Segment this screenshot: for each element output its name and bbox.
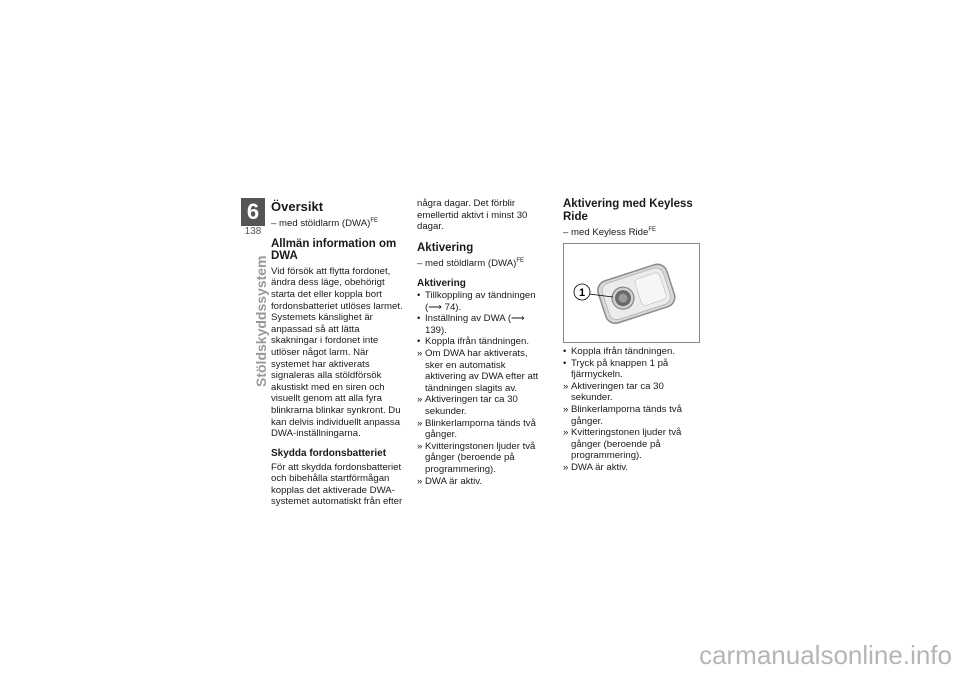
chapter-number: 6 bbox=[241, 198, 265, 226]
watermark: carmanualsonline.info bbox=[699, 640, 952, 670]
key-fob-figure bbox=[563, 243, 700, 343]
general-info-heading: Allmän information om DWA bbox=[271, 237, 397, 263]
activation-heading: Aktivering bbox=[417, 241, 474, 254]
list-item bbox=[563, 404, 699, 427]
list-marker: » bbox=[563, 461, 569, 473]
list-marker: • bbox=[417, 313, 421, 325]
section-title: Översikt bbox=[271, 199, 324, 214]
keyless-heading: Aktivering med Keyless Ride bbox=[563, 198, 693, 223]
battery-heading: Skydda fordonsbatteriet bbox=[271, 447, 387, 459]
list-item-text: Aktiveringen tar ca 30 sekunder. bbox=[425, 394, 518, 417]
list-item bbox=[563, 346, 699, 358]
list-item bbox=[417, 336, 547, 348]
list-item-text: Koppla ifrån tändningen. bbox=[425, 336, 530, 348]
equipment-note-text: – med stöldlarm (DWA) bbox=[271, 218, 371, 230]
list-item-text: DWA är aktiv. bbox=[425, 475, 483, 487]
equipment-note-text: – med stöldlarm (DWA) bbox=[417, 258, 517, 270]
list-item-text: Blinkerlamporna tänds två gånger. bbox=[571, 403, 682, 427]
equipment-note-sup: FE bbox=[516, 258, 525, 265]
list-item bbox=[563, 358, 699, 381]
general-info-paragraph: Vid försök att flytta fordonet, ändra dess läge, obehörigt starta det eller koppla bort fordonsbatteriet utlöses larmet. Systemets känslighet är anpassad så att lätta skakningar i fordonet inte utlöser något larm. När systemet har aktiverats signaleras alla stöldförsök akustiskt med en siren och visuellt genom att alla fyra blinkrarna blinkar synkront. Du kan delvis individuellt anpassa DWA-inställningarna. bbox=[271, 265, 403, 440]
battery-paragraph-cont: några dagar. Det förblir emellertid aktivt i minst 30 dagar. bbox=[417, 198, 528, 233]
list-item bbox=[563, 462, 699, 474]
equipment-note bbox=[563, 225, 699, 239]
list-marker: » bbox=[417, 440, 423, 452]
list-item-text: Kvitteringstonen ljuder två gånger (beroende på programmering). bbox=[571, 427, 682, 462]
equipment-note-sup: FE bbox=[370, 218, 379, 224]
list-item-text: Aktiveringen tar ca 30 sekunder. bbox=[571, 380, 664, 404]
list-marker: » bbox=[563, 380, 569, 392]
list-marker: • bbox=[417, 290, 421, 302]
list-item-text: Tillkoppling av tändningen (⟶ 74). bbox=[425, 290, 536, 313]
keyless-steps bbox=[563, 346, 699, 474]
column-1 bbox=[271, 200, 405, 508]
side-chapter-title-text: Stöldskyddssystem bbox=[253, 255, 269, 387]
battery-paragraph: För att skydda fordonsbatteriet och bibehålla startförmågan kopplas det aktiverade DWA-systemet automatiskt från efter bbox=[271, 461, 403, 508]
list-item bbox=[417, 290, 547, 313]
list-marker: » bbox=[417, 348, 423, 360]
equipment-note-text: – med Keyless Ride bbox=[563, 227, 649, 239]
list-marker: » bbox=[563, 427, 569, 439]
list-item-text: DWA är aktiv. bbox=[571, 461, 629, 473]
list-item-text: Om DWA har aktiverats, sker en automatisk aktivering av DWA efter att tändningen slagits av. bbox=[425, 348, 539, 394]
list-marker: • bbox=[563, 346, 567, 357]
list-item bbox=[417, 348, 547, 394]
list-marker: » bbox=[417, 475, 423, 487]
list-item bbox=[417, 441, 547, 476]
list-item-text: Tryck på knappen 1 på fjärrnyckeln. bbox=[571, 357, 669, 381]
callout-label: 1 bbox=[578, 287, 586, 299]
equipment-note-sup: FE bbox=[648, 227, 656, 233]
list-item-text: Kvitteringstonen ljuder två gånger (beroende på programmering). bbox=[425, 440, 536, 475]
list-marker: » bbox=[417, 417, 423, 429]
list-marker: » bbox=[417, 394, 423, 406]
column-2 bbox=[417, 198, 547, 487]
list-item bbox=[417, 418, 547, 441]
equipment-note bbox=[271, 216, 405, 230]
list-item bbox=[417, 476, 547, 488]
page-number: 138 bbox=[244, 226, 262, 237]
list-item bbox=[417, 394, 547, 417]
activation-steps bbox=[417, 290, 547, 487]
list-item bbox=[563, 427, 699, 462]
equipment-note bbox=[417, 256, 547, 270]
list-marker: » bbox=[563, 403, 569, 415]
list-item bbox=[563, 381, 699, 404]
key-fob-illustration bbox=[564, 244, 699, 342]
list-item-text: Blinkerlamporna tänds två gånger. bbox=[425, 417, 536, 441]
list-item-text: Koppla ifrån tändningen. bbox=[571, 346, 676, 357]
activation-subheading: Aktivering bbox=[417, 278, 466, 290]
side-chapter-title bbox=[238, 247, 268, 387]
list-item-text: Inställning av DWA (⟶ 139). bbox=[425, 313, 525, 336]
list-marker: • bbox=[563, 357, 567, 369]
keyless-steps-block bbox=[563, 346, 699, 474]
list-item bbox=[417, 313, 547, 336]
column-3 bbox=[563, 198, 699, 239]
list-marker: • bbox=[417, 336, 421, 348]
